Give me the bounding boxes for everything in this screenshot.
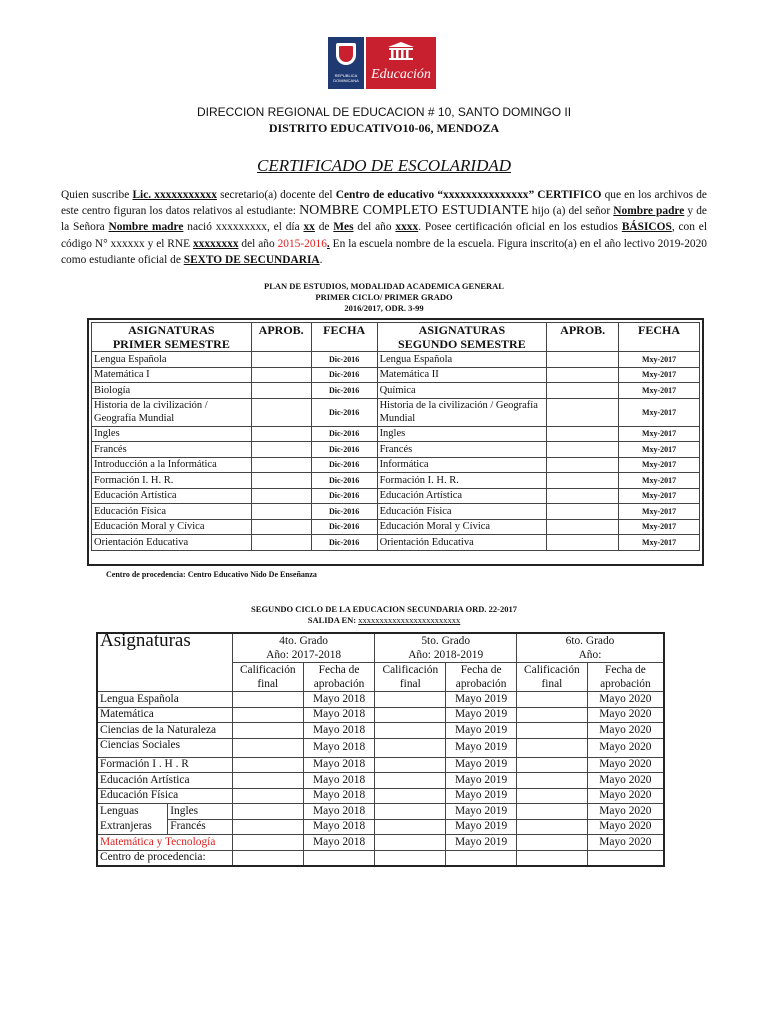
header-fecha: FECHA <box>619 323 700 352</box>
para-student-name: NOMBRE COMPLETO ESTUDIANTE <box>299 203 529 219</box>
header-text: Fecha de <box>318 664 360 676</box>
grade-cell <box>375 757 446 773</box>
para-text: . <box>319 253 323 266</box>
republic-seal-logo <box>328 37 364 89</box>
header-fecha-aprobacion <box>446 663 517 692</box>
date-cell: Mayo 2018 <box>303 723 375 739</box>
date-cell: Mayo 2019 <box>446 819 517 835</box>
subject-cell: Ingles <box>168 804 233 820</box>
date-cell: Mayo 2020 <box>587 707 664 723</box>
languages-label: Lenguas <box>100 805 139 817</box>
para-text: nació xxxxxxxxx, el día <box>183 221 304 234</box>
date-cell: Mayo 2018 <box>303 819 375 835</box>
para-text: , con el código N° xxxxxx y el RNE <box>61 221 708 250</box>
subject-cell: Educación Moral y Cívica <box>92 519 252 535</box>
grade-cell <box>232 804 303 820</box>
date-cell: Mayo 2019 <box>446 723 517 739</box>
subject-cell: Matemática I <box>92 367 252 383</box>
date-cell: Mayo 2020 <box>587 835 664 851</box>
header-calificacion <box>232 663 303 692</box>
para-text: En la escuela nombre de la escuela. Figura inscrito(a) en el año lectivo 2019-2020 como estudiante oficial de <box>61 237 708 266</box>
para-text: Quien suscribe <box>61 189 133 201</box>
grade-cell <box>516 757 587 773</box>
second-cycle-exit <box>0 615 768 625</box>
para-text: que en los archivos de este centro figuran los datos relativos al estudiante: <box>61 189 707 218</box>
table-row <box>97 804 664 820</box>
grade-cell <box>232 707 303 723</box>
aprob-cell <box>547 457 619 473</box>
para-text: hijo (a) del señor <box>528 205 614 218</box>
date-cell: Mxy-2017 <box>619 488 700 504</box>
languages-label: Extranjeras <box>100 820 152 832</box>
date-cell: Mxy-2017 <box>619 367 700 383</box>
foreign-languages-cell <box>97 804 168 835</box>
header-grade-5 <box>375 633 517 663</box>
date-cell: Mxy-2017 <box>619 426 700 442</box>
date-cell: Mxy-2017 <box>619 398 700 426</box>
header-text: Fecha de <box>605 664 646 676</box>
para-text: . <box>326 237 330 250</box>
date-cell: Mayo 2019 <box>446 788 517 804</box>
building-icon <box>386 41 416 61</box>
subject-cell: Matemática II <box>377 367 547 383</box>
table-row <box>97 773 664 789</box>
date-cell: Mxy-2017 <box>619 473 700 489</box>
grade-cell <box>516 804 587 820</box>
grade-cell <box>516 707 587 723</box>
table-row <box>97 723 664 739</box>
para-school-year: 2015-2016 <box>277 237 327 250</box>
subject-cell: Lengua Española <box>377 352 547 368</box>
second-cycle-title: SEGUNDO CICLO DE LA EDUCACION SECUNDARIA ORD. 22-2017 <box>251 604 517 614</box>
subject-cell: Lengua Española <box>97 692 232 708</box>
table-header-row <box>97 633 664 663</box>
subject-cell: Informática <box>377 457 547 473</box>
para-text: de <box>314 221 334 234</box>
table-row <box>92 519 700 535</box>
grade-cell <box>375 723 446 739</box>
date-cell: Mayo 2020 <box>587 692 664 708</box>
date-cell: Mayo 2019 <box>446 773 517 789</box>
subject-cell: Ciencias Sociales <box>97 738 232 757</box>
date-cell: Mayo 2019 <box>446 804 517 820</box>
subject-cell: Biología <box>92 383 252 399</box>
date-cell: Mxy-2017 <box>619 504 700 520</box>
date-cell: Mayo 2020 <box>587 738 664 757</box>
grade-cell <box>375 707 446 723</box>
grade-cell <box>232 788 303 804</box>
date-cell: Dic-2016 <box>311 535 377 551</box>
table-row <box>97 738 664 757</box>
date-cell: Dic-2016 <box>311 488 377 504</box>
aprob-cell <box>547 383 619 399</box>
grade-label: 4to. Grado <box>279 635 328 647</box>
date-cell: Mxy-2017 <box>619 535 700 551</box>
subject-cell: Francés <box>168 819 233 835</box>
subject-cell: Ciencias de la Naturaleza <box>97 723 232 739</box>
grade-cell <box>375 804 446 820</box>
para-signer: Lic. xxxxxxxxxxx <box>132 189 217 201</box>
date-cell: Dic-2016 <box>311 457 377 473</box>
subject-cell: Química <box>377 383 547 399</box>
subject-cell: Educación Artística <box>97 773 232 789</box>
subject-cell: Formación I. H. R. <box>92 473 252 489</box>
subject-cell: Formación I. H. R. <box>377 473 547 489</box>
date-cell: Mayo 2019 <box>446 757 517 773</box>
aprob-cell <box>251 504 311 520</box>
date-cell: Dic-2016 <box>311 367 377 383</box>
grade-cell <box>375 835 446 851</box>
date-cell: Mayo 2020 <box>587 773 664 789</box>
grade-cell <box>516 819 587 835</box>
grade-cell <box>375 819 446 835</box>
subject-cell: Historia de la civilización / Geografía Mundial <box>377 398 547 426</box>
header-text: PRIMER SEMESTRE <box>112 337 230 351</box>
header-fecha: FECHA <box>311 323 377 352</box>
subject-cell: Educación Artística <box>377 488 547 504</box>
aprob-cell <box>251 383 311 399</box>
aprob-cell <box>547 519 619 535</box>
para-text: y de la Señora <box>61 205 707 234</box>
empty-cell <box>587 850 664 866</box>
first-cycle-table <box>91 322 700 551</box>
subject-cell: Orientación Educativa <box>377 535 547 551</box>
date-cell: Dic-2016 <box>311 519 377 535</box>
aprob-cell <box>251 519 311 535</box>
date-cell: Dic-2016 <box>311 398 377 426</box>
empty-cell <box>516 850 587 866</box>
aprob-cell <box>251 488 311 504</box>
education-logo <box>366 37 436 89</box>
header-calificacion <box>516 663 587 692</box>
aprob-cell <box>547 488 619 504</box>
grade-cell <box>232 757 303 773</box>
header-text: aprobación <box>313 678 365 690</box>
exit-value: xxxxxxxxxxxxxxxxxxxxxxxx <box>358 615 461 625</box>
header-subjects-second <box>377 323 547 352</box>
grade-year: Año: 2017-2018 <box>266 649 342 661</box>
aprob-cell <box>251 457 311 473</box>
aprob-cell <box>251 535 311 551</box>
aprob-cell <box>547 426 619 442</box>
certificate-paragraph <box>61 187 707 268</box>
grade-cell <box>375 692 446 708</box>
education-wordmark: Educación <box>371 67 431 82</box>
ministry-logos <box>328 37 436 89</box>
aprob-cell <box>251 367 311 383</box>
date-cell: Dic-2016 <box>311 426 377 442</box>
grade-cell <box>375 788 446 804</box>
grade-year: Año: 2018-2019 <box>408 649 484 661</box>
plan-year: 2016/2017, ODR. 3-99 <box>344 303 424 313</box>
second-cycle-table <box>96 632 665 867</box>
date-cell: Mxy-2017 <box>619 519 700 535</box>
grade-cell <box>516 773 587 789</box>
header-grade-6 <box>516 633 664 663</box>
grade-cell <box>232 723 303 739</box>
date-cell: Mayo 2019 <box>446 835 517 851</box>
header-text: Calificación <box>239 664 296 676</box>
district-header: DISTRITO EDUCATIVO10-06, MENDOZA <box>268 121 500 135</box>
date-cell: Mayo 2018 <box>303 738 375 757</box>
table-row <box>92 426 700 442</box>
subject-cell: Francés <box>377 442 547 458</box>
aprob-cell <box>547 473 619 489</box>
first-cycle-table-frame <box>87 318 704 566</box>
subject-cell: Lengua Española <box>92 352 252 368</box>
table-row <box>92 442 700 458</box>
header-aprob: APROB. <box>251 323 311 352</box>
subject-cell: Introducción a la Informática <box>92 457 252 473</box>
subject-cell: Historia de la civilización / Geografía Mundial <box>92 398 252 426</box>
empty-cell <box>232 850 303 866</box>
first-cycle-origin-center: Centro de procedencia: Centro Educativo Nido De Enseñanza <box>106 570 317 579</box>
subject-cell: Educación Física <box>92 504 252 520</box>
subject-cell: Ingles <box>92 426 252 442</box>
header-text: final <box>257 678 279 690</box>
table-row <box>92 473 700 489</box>
table-row <box>97 819 664 835</box>
date-cell: Mayo 2020 <box>587 723 664 739</box>
header-text: aprobación <box>600 678 651 690</box>
grade-cell <box>232 819 303 835</box>
table-row <box>92 352 700 368</box>
para-text: secretario(a) docente del <box>216 189 336 201</box>
table-row <box>97 788 664 804</box>
header-text: final <box>541 678 563 690</box>
date-cell: Mayo 2018 <box>303 835 375 851</box>
table-row <box>92 488 700 504</box>
grade-year: Año: <box>578 649 602 661</box>
table-header-row <box>92 323 700 352</box>
date-cell: Dic-2016 <box>311 352 377 368</box>
aprob-cell <box>251 442 311 458</box>
header-fecha-aprobacion <box>587 663 664 692</box>
header-text: final <box>399 678 421 690</box>
empty-cell <box>446 850 517 866</box>
date-cell: Mxy-2017 <box>619 457 700 473</box>
para-text: del año <box>353 221 396 234</box>
plan-title: PLAN DE ESTUDIOS, MODALIDAD ACADEMICA GENERAL <box>264 281 504 291</box>
aprob-cell <box>547 352 619 368</box>
aprob-cell <box>547 367 619 383</box>
aprob-cell <box>547 442 619 458</box>
date-cell: Dic-2016 <box>311 473 377 489</box>
date-cell: Mayo 2018 <box>303 773 375 789</box>
date-cell: Mayo 2018 <box>303 757 375 773</box>
subject-cell: Educación Física <box>97 788 232 804</box>
aprob-cell <box>547 398 619 426</box>
header-text: aprobación <box>455 678 507 690</box>
regional-direction-header: DIRECCION REGIONAL DE EDUCACION # 10, SANTO DOMINGO II <box>196 105 572 119</box>
exit-label: SALIDA EN: <box>307 615 359 625</box>
table-row <box>92 504 700 520</box>
para-year: xxxx <box>395 221 419 234</box>
grade-cell <box>232 835 303 851</box>
subject-cell: Matemática y Tecnología <box>97 835 232 851</box>
aprob-cell <box>251 426 311 442</box>
header-subjects: Asignaturas <box>97 633 232 692</box>
subject-cell: Educación Artística <box>92 488 252 504</box>
date-cell: Mayo 2020 <box>587 804 664 820</box>
header-text: ASIGNATURAS <box>128 323 215 337</box>
para-grade: SEXTO DE SECUNDARIA <box>183 253 320 266</box>
grade-cell <box>516 723 587 739</box>
date-cell: Mayo 2018 <box>303 804 375 820</box>
subject-cell: Francés <box>92 442 252 458</box>
header-text: Calificación <box>382 664 439 676</box>
origin-center-cell: Centro de procedencia: <box>97 850 232 866</box>
para-level: BÁSICOS <box>621 221 672 234</box>
table-row <box>97 707 664 723</box>
para-day: xx <box>303 221 315 234</box>
grade-cell <box>516 835 587 851</box>
table-row <box>97 835 664 851</box>
grade-cell <box>516 738 587 757</box>
grade-label: 5to. Grado <box>421 635 471 647</box>
date-cell: Mxy-2017 <box>619 352 700 368</box>
aprob-cell <box>251 352 311 368</box>
grade-cell <box>232 738 303 757</box>
date-cell: Mxy-2017 <box>619 383 700 399</box>
shield-inner-icon <box>339 46 353 62</box>
grade-cell <box>375 738 446 757</box>
table-row <box>92 535 700 551</box>
date-cell: Dic-2016 <box>311 383 377 399</box>
para-center: Centro de educativo “xxxxxxxxxxxxxxx” CERTIFICO <box>335 189 602 201</box>
empty-cell <box>303 850 375 866</box>
date-cell: Mayo 2020 <box>587 788 664 804</box>
subject-cell: Educación Moral y Cívica <box>377 519 547 535</box>
header-subjects-first <box>92 323 252 352</box>
header-text: SEGUNDO SEMESTRE <box>398 337 526 351</box>
subject-cell: Matemática <box>97 707 232 723</box>
header-text: Fecha de <box>460 664 502 676</box>
grade-label: 6to. Grado <box>565 635 615 647</box>
para-father: Nombre padre <box>613 205 685 218</box>
para-mother: Nombre madre <box>108 221 184 234</box>
subject-cell: Orientación Educativa <box>92 535 252 551</box>
grade-cell <box>516 692 587 708</box>
date-cell: Mayo 2018 <box>303 692 375 708</box>
header-aprob: APROB. <box>547 323 619 352</box>
republic-caption: REPUBLICA DOMINICANA <box>333 73 359 83</box>
aprob-cell <box>251 398 311 426</box>
empty-cell <box>375 850 446 866</box>
subject-cell: Ingles <box>377 426 547 442</box>
table-row <box>97 757 664 773</box>
aprob-cell <box>251 473 311 489</box>
grade-cell <box>232 773 303 789</box>
aprob-cell <box>547 535 619 551</box>
para-rne: xxxxxxxx <box>192 237 239 250</box>
date-cell: Mayo 2019 <box>446 692 517 708</box>
date-cell: Dic-2016 <box>311 442 377 458</box>
date-cell: Dic-2016 <box>311 504 377 520</box>
date-cell: Mayo 2018 <box>303 707 375 723</box>
para-text: del año <box>238 237 278 250</box>
date-cell: Mayo 2020 <box>587 757 664 773</box>
date-cell: Mayo 2019 <box>446 707 517 723</box>
plan-cycle: PRIMER CICLO/ PRIMER GRADO <box>315 292 453 302</box>
table-row <box>92 457 700 473</box>
header-fecha-aprobacion <box>303 663 375 692</box>
table-row <box>92 367 700 383</box>
grade-cell <box>375 773 446 789</box>
header-text: Calificación <box>524 664 580 676</box>
date-cell: Mayo 2020 <box>587 819 664 835</box>
table-row <box>92 383 700 399</box>
document-title: CERTIFICADO DE ESCOLARIDAD <box>256 156 512 175</box>
header-grade-4 <box>232 633 375 663</box>
subject-cell: Formación I . H . R <box>97 757 232 773</box>
table-row <box>92 398 700 426</box>
table-row <box>97 692 664 708</box>
para-text: . Posee certificación oficial en los estudios <box>418 221 622 234</box>
date-cell: Mxy-2017 <box>619 442 700 458</box>
header-calificacion <box>375 663 446 692</box>
subject-cell: Educación Física <box>377 504 547 520</box>
date-cell: Mayo 2018 <box>303 788 375 804</box>
table-row <box>97 850 664 866</box>
aprob-cell <box>547 504 619 520</box>
date-cell: Mayo 2019 <box>446 738 517 757</box>
para-month: Mes <box>333 221 354 234</box>
grade-cell <box>516 788 587 804</box>
header-text: ASIGNATURAS <box>418 323 506 337</box>
grade-cell <box>232 692 303 708</box>
